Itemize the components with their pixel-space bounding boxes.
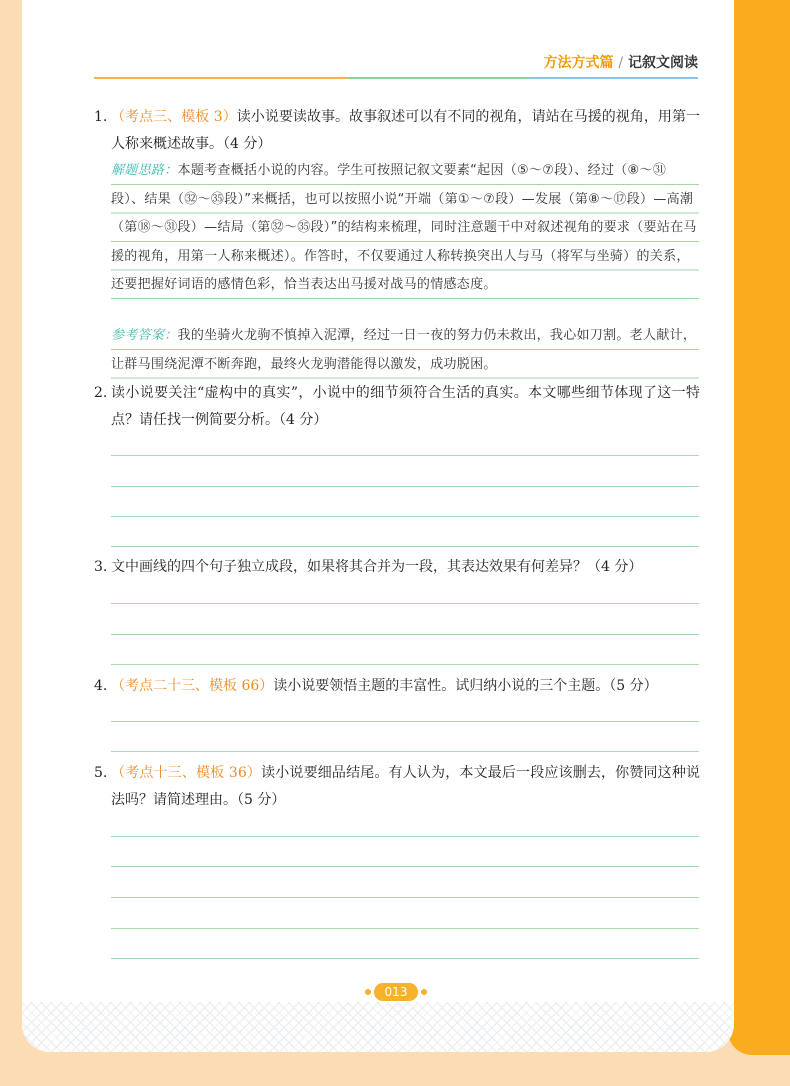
footer-pattern: [22, 1002, 734, 1052]
question-2: [94, 380, 700, 434]
question-text: 读小说要领悟主题的丰富性。试归纳小说的三个主题。（5 分）: [273, 678, 658, 694]
question-number: 3.: [94, 559, 108, 575]
page: [22, 0, 734, 1052]
answer-line: [111, 546, 699, 547]
page-number-dot-left: [365, 989, 371, 995]
answer-line: [111, 751, 699, 752]
analysis-block: [111, 157, 699, 300]
answer-text: 我的坐骑火龙驹不慎掉入泥潭，经过一日一夜的努力仍未救出，我心如刀割。老人献计，让群马围绕泥潭不断奔跑，最终火龙驹潜能得以激发，成功脱困。: [111, 328, 697, 372]
page-number-dot-right: [421, 989, 427, 995]
page-number: 013: [374, 983, 418, 1001]
answer-line: [111, 836, 699, 837]
analysis-label: 解题思路：: [111, 163, 178, 178]
question-5: [94, 760, 700, 814]
page-header: [544, 52, 698, 72]
answer-line: [111, 664, 699, 665]
question-number: 4.: [94, 678, 108, 694]
question-4: [94, 673, 700, 700]
answer-line: [111, 486, 699, 487]
question-text: 读小说要细品结尾。有人认为，本文最后一段应该删去，你赞同这种说法吗？请简述理由。（5 分）: [111, 765, 701, 808]
header-section: 方法方式篇: [543, 55, 614, 71]
question-number: 2.: [94, 385, 108, 401]
question-tag: （考点十三、模板 36）: [111, 765, 262, 781]
header-separator: /: [618, 55, 624, 71]
question-text: 文中画线的四个句子独立成段，如果将其合并为一段，其表达效果有何差异？（4 分）: [111, 559, 643, 575]
answer-label: 参考答案：: [111, 328, 178, 343]
answer-line: [111, 455, 699, 456]
question-text: 读小说要关注“虚构中的真实”，小说中的细节须符合生活的真实。本文哪些细节体现了这一特点？请任找一例简要分析。（4 分）: [111, 385, 700, 428]
header-subject: 记叙文阅读: [628, 55, 698, 71]
answer-line: [111, 958, 699, 959]
side-tab: [728, 0, 790, 1055]
question-number: 5.: [94, 765, 108, 781]
question-tag: （考点二十三、模板 66）: [111, 678, 274, 694]
analysis-text: 本题考查概括小说的内容。学生可按照记叙文要素“起因（⑤～⑦段）、经过（⑧～㉛段）、结果（㉜～㉟段）”来概括，也可以按照小说“开端（第①～⑦段）—发展（第⑧～⑰段）—高潮（第⑱～㉛段）—结局（第㉜～㉟段）”的结构来梳理，同时注意题干中对叙述视角的要求（要站在马援的视角，用第一人称来概述）。作答时，不仅要通过人称转换突出人与马（将军与坐骑）的关系，还要把握好词语的感情色彩，恰当表达出马援对战马的情感态度。: [111, 163, 697, 292]
answer-line: [111, 928, 699, 929]
answer-block: [111, 322, 699, 379]
answer-line: [111, 721, 699, 722]
question-1: [94, 104, 700, 158]
question-number: 1.: [94, 109, 108, 125]
question-3: [94, 554, 700, 581]
answer-line: [111, 634, 699, 635]
answer-line: [111, 516, 699, 517]
answer-line: [111, 897, 699, 898]
answer-line: [111, 866, 699, 867]
header-divider: [94, 77, 698, 79]
question-tag: （考点三、模板 3）: [111, 109, 237, 125]
question-text: 读小说要读故事。故事叙述可以有不同的视角，请站在马援的视角，用第一人称来概述故事。（4 分）: [111, 109, 700, 152]
answer-line: [111, 603, 699, 604]
